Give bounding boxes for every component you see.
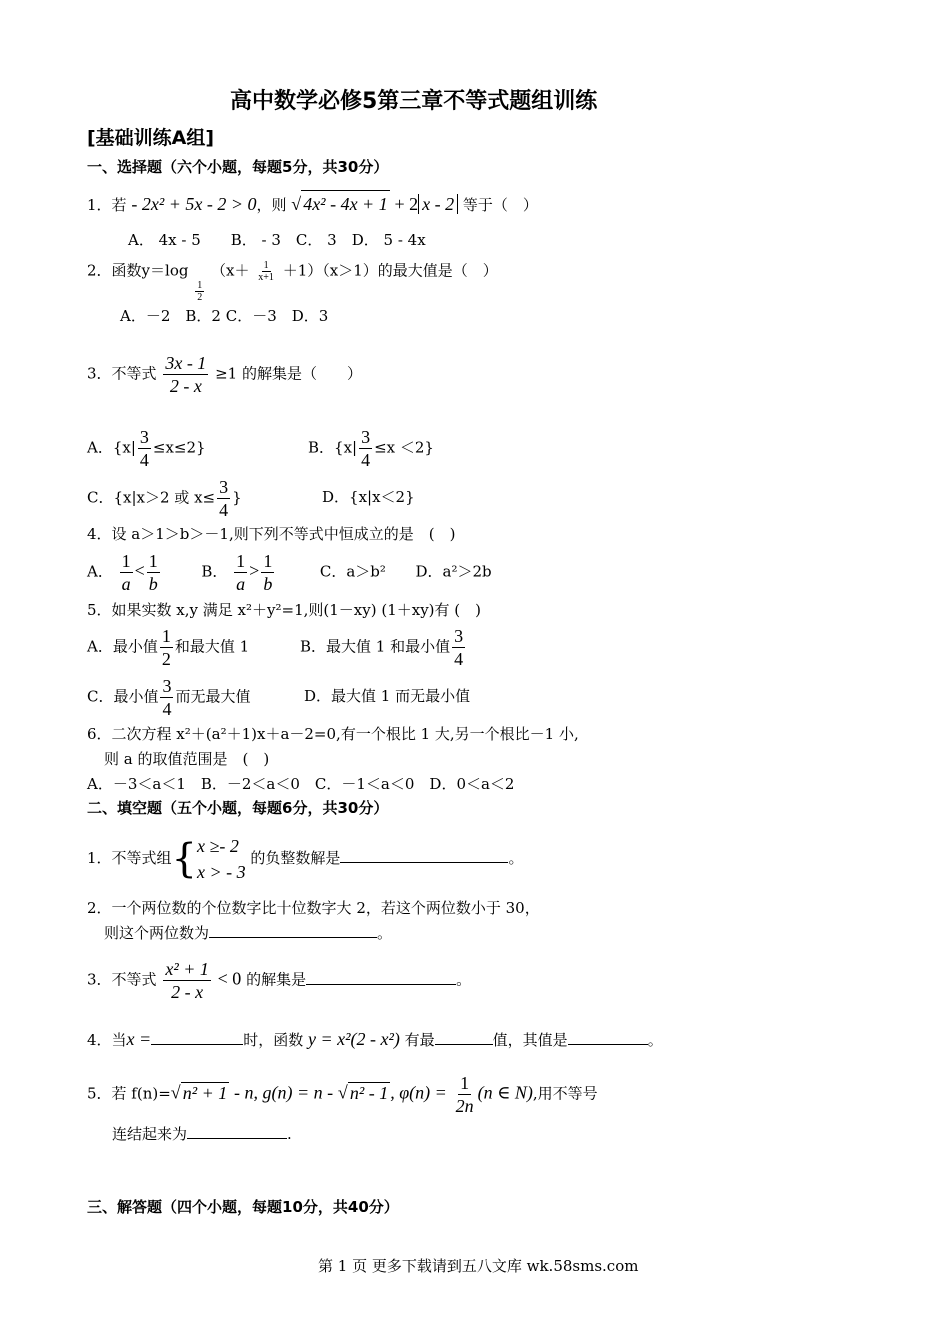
q4-a-frac1 bbox=[120, 550, 133, 595]
q5-c-den: 4 bbox=[162, 699, 172, 719]
f4-post2: 值，其值是 bbox=[492, 1031, 568, 1049]
f5-phi: , φ(n) = bbox=[390, 1082, 447, 1103]
f5-num: 1 bbox=[460, 1073, 470, 1093]
q4-a-label: A． bbox=[87, 562, 113, 581]
f4-x-blank[interactable] bbox=[151, 1030, 243, 1045]
q2-options: A．－2 B．2 C．－3 D．3 bbox=[120, 307, 329, 325]
f3-post: 的解集是 bbox=[246, 970, 307, 989]
q4-a2-num: 1 bbox=[148, 551, 158, 571]
q3-a-pre: A．{x| bbox=[87, 438, 136, 457]
question-3 bbox=[87, 352, 362, 397]
f2-answer-blank[interactable] bbox=[209, 923, 377, 938]
q4-b-frac2 bbox=[261, 550, 274, 595]
f1-pre: 1．不等式组 bbox=[87, 849, 172, 867]
q2-frac-den: x+1 bbox=[258, 272, 274, 283]
q3-fraction bbox=[163, 352, 208, 397]
q5-a-pre: A．最小值 bbox=[87, 637, 158, 656]
f5-sqrt-2: n² - 1 bbox=[349, 1082, 389, 1103]
q3-b-post: ≤x ＜2} bbox=[374, 438, 434, 457]
q3-num: 3x - 1 bbox=[165, 353, 207, 373]
q5-a-frac bbox=[160, 625, 173, 670]
f3-fraction bbox=[163, 958, 211, 1003]
q3-stem: 3．不等式 bbox=[87, 364, 157, 383]
q3-option-b bbox=[308, 426, 434, 471]
q3-a-frac bbox=[138, 426, 151, 471]
q4-a2-den: b bbox=[148, 574, 158, 594]
f5-answer-blank[interactable] bbox=[187, 1124, 287, 1139]
q4-a-lt: < bbox=[134, 560, 145, 581]
q5-b-pre: B．最大值 1 和最小值 bbox=[300, 637, 451, 656]
f1-end: 。 bbox=[508, 849, 524, 867]
fill-3 bbox=[87, 958, 471, 1003]
q4-c: C．a＞b² bbox=[319, 562, 386, 581]
section-heading-fill: 二、填空题（五个小题，每题6分，共30分） bbox=[87, 799, 389, 817]
f3-num: x² + 1 bbox=[165, 959, 209, 979]
q6-options: A．－3＜a＜1 B．－2＜a＜0 C．－1＜a＜0 D．0＜a＜2 bbox=[87, 775, 515, 793]
q3-den: 2 - x bbox=[169, 376, 202, 396]
f4-value-blank[interactable] bbox=[568, 1030, 648, 1045]
q5-option-a bbox=[87, 625, 249, 670]
q1-number: 1． bbox=[87, 196, 112, 214]
f4-function: y = x²(2 - x²) bbox=[307, 1029, 400, 1049]
q1-sqrt-sign: √ bbox=[291, 194, 302, 214]
q1-options: A． 4x - 5 B． - 3 C． 3 D． 5 - 4x bbox=[128, 231, 426, 249]
q3-option-a bbox=[87, 426, 206, 471]
q3-c-num: 3 bbox=[219, 477, 229, 497]
group-label: [基础训练A组] bbox=[87, 127, 215, 149]
f5-gn: - n, g(n) = n - bbox=[234, 1082, 334, 1103]
q5-a-num: 1 bbox=[161, 626, 171, 646]
f5-end: . bbox=[287, 1125, 292, 1143]
q2-fraction bbox=[256, 260, 276, 283]
page-footer: 第 1 页 更多下载请到五八文库 wk.58sms.com bbox=[318, 1257, 639, 1275]
question-2 bbox=[87, 260, 498, 303]
q1-condition: - 2x² + 5x - 2 > 0 bbox=[131, 194, 257, 214]
fill-5-line2 bbox=[112, 1124, 292, 1144]
f1-row2: x > - 3 bbox=[197, 862, 246, 882]
q4-a-frac2 bbox=[147, 550, 160, 595]
q2-base-den: 2 bbox=[197, 291, 203, 303]
q5-a-post: 和最大值 1 bbox=[174, 637, 250, 656]
q2-log-base bbox=[195, 280, 204, 303]
q3-b-frac bbox=[359, 426, 372, 471]
q1-sqrt-expr: 4x² - 4x + 1 bbox=[301, 190, 390, 217]
question-6-line1: 6．二次方程 x²＋(a²＋1)x＋a－2=0,有一个根比 1 大,另一个根比－1 小, bbox=[87, 725, 579, 743]
f1-answer-blank[interactable] bbox=[340, 848, 508, 863]
f5-sqrt-sign-1: √ bbox=[170, 1082, 181, 1103]
q3-b-pre: B．{x| bbox=[308, 438, 358, 457]
q3-c-den: 4 bbox=[219, 500, 229, 520]
f3-answer-blank[interactable] bbox=[306, 970, 456, 985]
q3-option-d: D．{x|x＜2} bbox=[322, 488, 415, 506]
q3-a-num: 3 bbox=[139, 427, 149, 447]
f3-den: 2 - x bbox=[171, 982, 204, 1002]
fill-1 bbox=[87, 830, 523, 886]
q4-a1-den: a bbox=[121, 574, 131, 594]
fill-2-line1: 2．一个两位数的个位数字比十位数字大 2，若这个两位数小于 30， bbox=[87, 899, 540, 917]
f1-post: 的负整数解是 bbox=[250, 849, 341, 867]
f4-extreme-blank[interactable] bbox=[435, 1030, 493, 1045]
q3-suffix: ≥1 的解集是（ ） bbox=[215, 364, 362, 383]
q5-c-pre: C．最小值 bbox=[87, 687, 159, 706]
q5-a-den: 2 bbox=[161, 649, 171, 669]
q1-plus: + 2 bbox=[394, 194, 419, 214]
q5-option-d: D．最大值 1 而无最小值 bbox=[304, 687, 471, 705]
q5-b-frac bbox=[452, 625, 465, 670]
f1-row1: x ≥- 2 bbox=[197, 836, 239, 856]
q4-b2-den: b bbox=[263, 574, 273, 594]
section-heading-solve: 三、解答题（四个小题，每题10分，共40分） bbox=[87, 1198, 399, 1216]
f4-post: 有最 bbox=[404, 1031, 435, 1049]
q3-c-pre: C．{x|x＞2 或 x≤ bbox=[87, 488, 216, 507]
f5-line2: 连结起来为 bbox=[112, 1125, 188, 1143]
f5-sqrt-1: n² + 1 bbox=[182, 1082, 228, 1103]
f2-end: 。 bbox=[377, 924, 393, 942]
f1-system bbox=[197, 833, 246, 885]
q1-mid: ，则 bbox=[256, 196, 287, 214]
q5-b-den: 4 bbox=[454, 649, 464, 669]
q4-b-frac1 bbox=[234, 550, 247, 595]
q2-frac-num: 1 bbox=[263, 260, 269, 271]
fill-2-line2 bbox=[104, 923, 392, 943]
q2-suffix: ＋1）（x＞1）的最大值是（ ） bbox=[282, 261, 498, 280]
f4-mid: 时，函数 bbox=[243, 1031, 304, 1049]
q4-b1-num: 1 bbox=[236, 551, 246, 571]
q3-c-post: } bbox=[232, 488, 242, 507]
q5-c-post: 而无最大值 bbox=[175, 687, 251, 706]
f3-pre: 3．不等式 bbox=[87, 970, 157, 989]
q2-mid: （x＋ bbox=[211, 261, 250, 280]
q2-stem: 2．函数y＝log bbox=[87, 261, 189, 280]
q4-b-label: B． bbox=[201, 562, 228, 581]
q2-base-num: 1 bbox=[197, 279, 203, 291]
q3-b-num: 3 bbox=[361, 427, 371, 447]
q5-option-c bbox=[87, 675, 251, 720]
q4-b-gt: > bbox=[249, 560, 260, 581]
q5-c-num: 3 bbox=[162, 676, 172, 696]
page-title: 高中数学必修5第三章不等式题组训练 bbox=[230, 89, 598, 114]
question-5: 5．如果实数 x,y 满足 x²＋y²=1,则(1－xy) (1＋xy)有 ( ) bbox=[87, 601, 481, 619]
f3-rel: < 0 bbox=[217, 968, 242, 989]
f4-end: 。 bbox=[647, 1031, 663, 1049]
q5-c-frac bbox=[160, 675, 173, 720]
q3-a-den: 4 bbox=[139, 450, 149, 470]
section-heading-choice: 一、选择题（六个小题，每题5分，共30分） bbox=[87, 158, 389, 176]
f5-fraction bbox=[454, 1072, 476, 1117]
q3-a-post: ≤x≤2} bbox=[152, 438, 206, 457]
q3-c-frac bbox=[217, 476, 230, 521]
q5-option-b bbox=[300, 625, 467, 670]
f5-post: ,用不等号 bbox=[532, 1084, 598, 1103]
q1-abs-expr: x - 2 bbox=[418, 194, 458, 214]
f5-domain: (n ∈ N) bbox=[477, 1082, 533, 1103]
q4-b1-den: a bbox=[236, 574, 246, 594]
q1-prefix: 若 bbox=[111, 196, 127, 214]
q3-option-c bbox=[87, 476, 242, 521]
fill-5 bbox=[87, 1072, 598, 1117]
question-4: 4．设 a＞1＞b＞－1,则下列不等式中恒成立的是 ( ) bbox=[87, 525, 456, 543]
f4-x: x = bbox=[126, 1029, 152, 1049]
q5-b-num: 3 bbox=[454, 626, 464, 646]
q3-b-den: 4 bbox=[361, 450, 371, 470]
q4-b2-num: 1 bbox=[263, 551, 273, 571]
f5-pre: 5．若 f(n)= bbox=[87, 1084, 171, 1103]
q1-suffix: 等于（ ） bbox=[462, 196, 538, 214]
q4-options bbox=[87, 550, 492, 595]
f1-brace: { bbox=[171, 836, 197, 882]
f5-den: 2n bbox=[455, 1096, 474, 1116]
f3-end: 。 bbox=[456, 970, 472, 989]
question-1 bbox=[87, 190, 538, 218]
fill-4 bbox=[87, 1024, 663, 1055]
question-6-line2: 则 a 的取值范围是 ( ) bbox=[104, 750, 270, 768]
f5-sqrt-sign-2: √ bbox=[337, 1082, 348, 1103]
q4-d: D．a²＞2b bbox=[415, 562, 492, 581]
f2-text: 则这个两位数为 bbox=[104, 924, 210, 942]
f4-pre: 4．当 bbox=[87, 1031, 127, 1049]
q4-a1-num: 1 bbox=[121, 551, 131, 571]
